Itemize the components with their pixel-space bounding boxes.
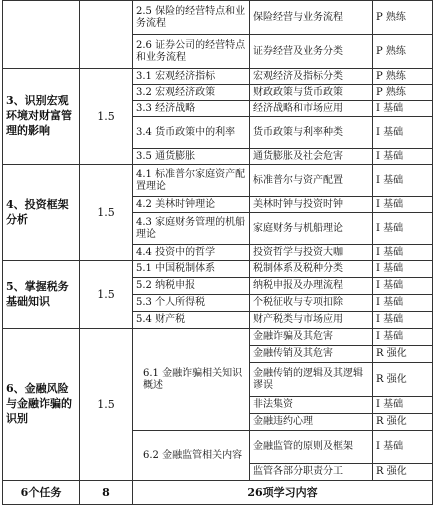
content-item: 金融诈骗及其危害 — [250, 329, 373, 346]
requirement-level: I 基础 — [373, 117, 433, 149]
knowledge-point: 3.4 货币政策中的利率 — [133, 117, 250, 149]
content-item: 金融监管的原则及框架 — [250, 431, 373, 464]
task-hours: 1.5 — [80, 165, 133, 261]
requirement-level: I 基础 — [373, 101, 433, 117]
total-hours: 8 — [80, 481, 133, 505]
knowledge-point: 5.2 纳税申报 — [133, 278, 250, 295]
task-name: 5、掌握税务基础知识 — [3, 261, 80, 329]
requirement-level: I 基础 — [373, 431, 433, 464]
knowledge-point: 3.2 宏观经济政策 — [133, 85, 250, 101]
knowledge-point: 4.2 美林时钟理论 — [133, 197, 250, 213]
content-item: 个税征收与专项扣除 — [250, 295, 373, 312]
content-item: 纳税申报及办理流程 — [250, 278, 373, 295]
requirement-level: I 基础 — [373, 312, 433, 329]
table-row — [3, 329, 433, 346]
content-item: 财产税类与市场应用 — [250, 312, 373, 329]
requirement-level: I 基础 — [373, 197, 433, 213]
total-items: 26项学习内容 — [133, 481, 433, 505]
requirement-level: I 基础 — [373, 329, 433, 346]
knowledge-point: 4.4 投资中的哲学 — [133, 245, 250, 261]
content-item: 监管各部分职责分工 — [250, 464, 373, 481]
knowledge-point: 5.1 中国税制体系 — [133, 261, 250, 278]
requirement-level: R 强化 — [373, 414, 433, 431]
requirement-level: R 强化 — [373, 363, 433, 397]
table-row — [3, 69, 433, 85]
knowledge-point: 6.1 金融诈骗相关知识概述 — [133, 329, 250, 431]
requirement-level: I 基础 — [373, 397, 433, 414]
knowledge-point: 6.2 金融监管相关内容 — [133, 431, 250, 481]
requirement-level: I 基础 — [373, 295, 433, 312]
task-name: 3、识别宏观环境对财富管理的影响 — [3, 69, 80, 165]
task-hours: 1.5 — [80, 261, 133, 329]
knowledge-point: 4.3 家庭财务管理的机船理论 — [133, 213, 250, 245]
knowledge-point: 2.6 证券公司的经营特点和业务流程 — [133, 35, 250, 69]
content-item: 保险经营与业务流程 — [250, 1, 373, 35]
requirement-level: I 基础 — [373, 149, 433, 165]
content-item: 非法集资 — [250, 397, 373, 414]
knowledge-point: 3.3 经济战略 — [133, 101, 250, 117]
content-item: 金融传销的逻辑及其逻辑谬误 — [250, 363, 373, 397]
table-row — [3, 261, 433, 278]
knowledge-point: 4.1 标准普尔家庭资产配置理论 — [133, 165, 250, 197]
task-cell-continued — [3, 1, 80, 69]
requirement-level: I 基础 — [373, 213, 433, 245]
content-item: 标准普尔与资产配置 — [250, 165, 373, 197]
task-hours: 1.5 — [80, 69, 133, 165]
requirement-level: P 熟练 — [373, 35, 433, 69]
knowledge-point: 5.4 财产税 — [133, 312, 250, 329]
content-item: 税制体系及税种分类 — [250, 261, 373, 278]
knowledge-point: 3.5 通货膨胀 — [133, 149, 250, 165]
requirement-level: R 强化 — [373, 464, 433, 481]
requirement-level: P 熟练 — [373, 85, 433, 101]
content-item: 家庭财务与机船理论 — [250, 213, 373, 245]
knowledge-point: 5.3 个人所得税 — [133, 295, 250, 312]
content-item: 货币政策与利率种类 — [250, 117, 373, 149]
summary-row — [3, 481, 433, 505]
task-name: 4、投资框架分析 — [3, 165, 80, 261]
content-item: 经济战略和市场应用 — [250, 101, 373, 117]
content-item: 投资哲学与投资大咖 — [250, 245, 373, 261]
curriculum-table — [2, 0, 433, 505]
requirement-level: R 强化 — [373, 346, 433, 363]
requirement-level: P 熟练 — [373, 69, 433, 85]
task-name: 6、金融风险与金融诈骗的识别 — [3, 329, 80, 481]
requirement-level: I 基础 — [373, 245, 433, 261]
content-item: 金融违约心理 — [250, 414, 373, 431]
table-row — [3, 165, 433, 197]
table-row — [3, 1, 433, 35]
requirement-level: I 基础 — [373, 261, 433, 278]
content-item: 证券经营及业务分类 — [250, 35, 373, 69]
task-hours: 1.5 — [80, 329, 133, 481]
requirement-level: P 熟练 — [373, 1, 433, 35]
knowledge-point: 3.1 宏观经济指标 — [133, 69, 250, 85]
content-item: 宏观经济及指标分类 — [250, 69, 373, 85]
knowledge-point: 2.5 保险的经营特点和业务流程 — [133, 1, 250, 35]
content-item: 财政政策与货币政策 — [250, 85, 373, 101]
requirement-level: I 基础 — [373, 278, 433, 295]
content-item: 金融传销及其危害 — [250, 346, 373, 363]
requirement-level: I 基础 — [373, 165, 433, 197]
hours-cell-continued — [80, 1, 133, 69]
content-item: 通货膨胀及社会危害 — [250, 149, 373, 165]
content-item: 美林时钟与投资时钟 — [250, 197, 373, 213]
total-tasks: 6个任务 — [3, 481, 80, 505]
